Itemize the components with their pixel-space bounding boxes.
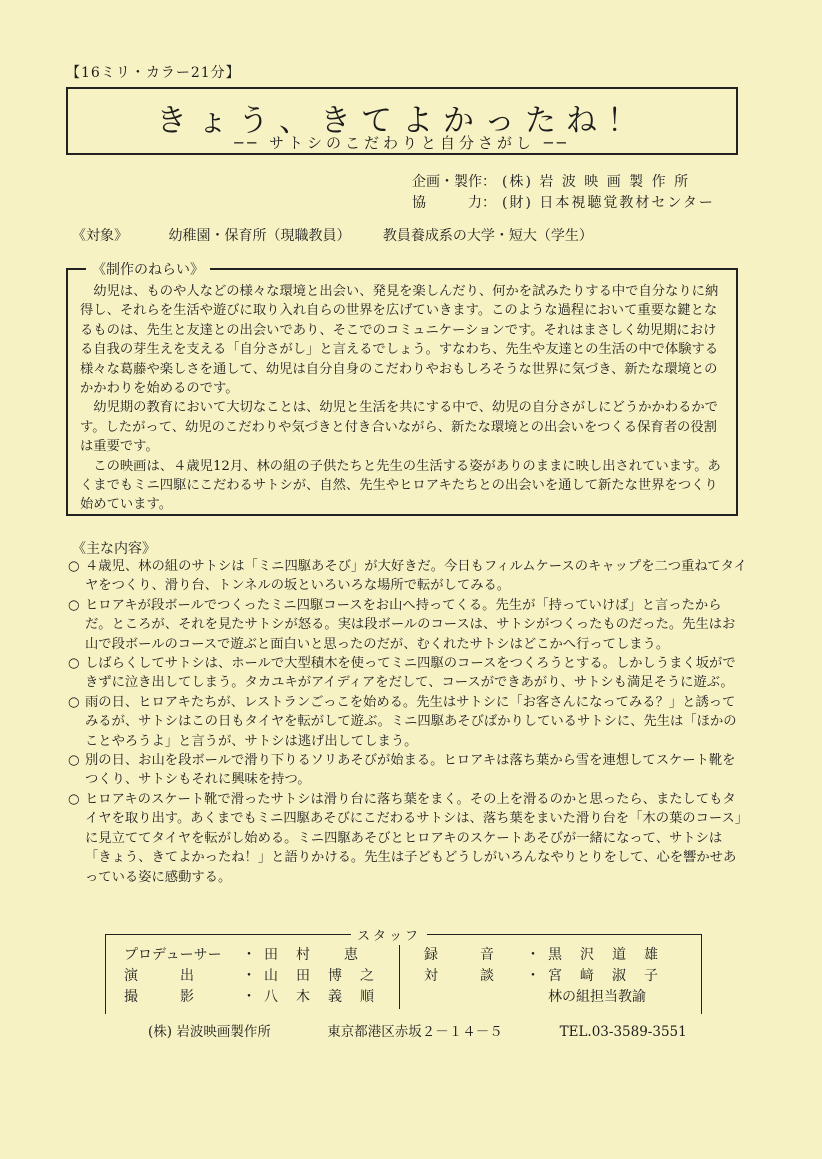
footer-address: 東京都港区赤坂２－１４－５	[327, 1024, 503, 1040]
staff-row	[424, 945, 660, 966]
aim-body	[80, 282, 724, 515]
staff-role: 演 出	[124, 968, 194, 984]
staff-separator: ・	[242, 989, 256, 1005]
list-item-text: 雨の日、ヒロアキたちが、レストランごっこを始める。先生はサトシに「お客さんになってみる？」と誘ってみるが、サトシはこの日もタイヤを転がして遊ぶ。ミニ四駆あそびばかりしているサトシに、先生は「ほかのことやろうよ」と言うが、サトシは逃げ出してしまう。	[85, 694, 737, 749]
circle-bullet-icon: ○	[68, 559, 80, 574]
staff-separator: ・	[526, 947, 540, 963]
staff-separator: ・	[242, 968, 256, 984]
list-item-text: ４歳児、林の組のサトシは「ミニ四駆あそび」が大好きだ。今日もフィルムケースのキャップを二つ重ねてタイヤをつくり、滑り台、トンネルの坂といろいろな場所で転がしてみる。	[85, 559, 747, 594]
staff-box	[105, 929, 702, 1014]
staff-label: スタッフ	[351, 925, 427, 944]
circle-bullet-icon: ○	[68, 753, 80, 769]
staff-row	[124, 987, 376, 1008]
staff-role: 撮 影	[124, 989, 194, 1005]
credit-label: 企画・製作：	[412, 174, 496, 190]
list-item-text: ヒロアキが段ボールでつくったミニ四駆コースをお山へ持ってくる。先生が「持っていけば」と言ったからだ。ところが、それを見たサトシが怒る。実は段ボールのコースは、サトシがつくったものだった。先生はお山で段ボールのコースで遊ぶと面白いと思ったのだが、むくれたサトシはどこかへ行ってしまう。	[85, 597, 736, 652]
staff-name: 黒 沢 道 雄	[548, 947, 660, 963]
staff-name: 宮 﨑 淑 子	[548, 968, 660, 984]
contents-heading: 《主な内容》	[72, 541, 156, 557]
list-item	[68, 596, 748, 654]
credit-row	[380, 172, 740, 193]
aim-paragraph: 幼児は、ものや人などの様々な環境と出会い、発見を楽しんだり、何かを試みたりする中で自分なりに納得し、それらを生活や遊びに取り入れ自らの世界を広げていきます。このような過程において重要な鍵となるものは、先生と友達との出会いであり、そこでのコミュニケーションです。それはまさしく幼児期における自我の芽生えを支える「自分さがし」と言えるでしょう。すなわち、先生や友達との生活の中で体験する様々な葛藤や楽しさを通して、幼児は自分自身のこだわりやおもしろそうな世界に気づき、新たな環境とのかかわりを始めるのです。	[80, 284, 719, 397]
footer	[148, 1020, 687, 1040]
circle-bullet-icon: ○	[68, 597, 80, 613]
list-item	[68, 557, 748, 596]
list-item-text: ヒロアキのスケート靴で滑ったサトシは滑り台に落ち葉をまく。その上を滑るのかと思ったら、またしてもタイヤを取り出す。あくまでもミニ四駆あそびにこだわるサトシは、落ち葉をまいた滑り台を「木の葉のコース」に見立ててタイヤを転がし始める。ミニ四駆あそびとヒロアキのスケートあそびが一緒になって、サトシは「きょう、きてよかったね！」と語りかける。先生は子どもどうしがいろんなやりとりをして、心を響かせあっている姿に感動する。	[85, 791, 742, 885]
staff-row	[124, 966, 376, 987]
target-item: 教員養成系の大学・短大（学生）	[382, 228, 593, 244]
staff-separator: ・	[526, 968, 540, 984]
target-label: 《対象》	[72, 228, 128, 244]
target-item: 幼稚園・保育所（現職教員）	[168, 228, 351, 244]
staff-column-right	[424, 945, 660, 1008]
title-box	[66, 87, 738, 155]
list-item	[68, 751, 748, 790]
staff-name: 八 木 義 順	[264, 989, 376, 1005]
list-item	[68, 790, 748, 887]
circle-bullet-icon: ○	[68, 791, 80, 807]
staff-name: 田 村 恵	[264, 947, 360, 963]
staff-note: 林の組担当教諭	[548, 989, 646, 1005]
staff-separator: ・	[242, 947, 256, 963]
staff-row	[424, 966, 660, 987]
circle-bullet-icon: ○	[68, 656, 80, 672]
staff-row	[124, 945, 376, 966]
target-audience	[72, 225, 593, 245]
aim-heading: 《制作のねらい》	[86, 259, 210, 279]
contents-list	[68, 557, 748, 887]
staff-spacer	[424, 987, 548, 1008]
credit-row	[380, 193, 740, 214]
credit-label: 協 力：	[412, 195, 496, 211]
film-spec: 【16ミリ・カラー21分】	[66, 65, 241, 81]
footer-company: (株) 岩波映画製作所	[148, 1024, 271, 1040]
production-credits	[380, 172, 740, 214]
staff-role: 対 談	[424, 968, 494, 984]
list-item-text: 別の日、お山を段ボールで滑り下りるソリあそびが始まる。ヒロアキは落ち葉から雪を連想してスケート靴をつくり、サトシもそれに興味を持つ。	[85, 753, 736, 788]
list-item	[68, 654, 748, 693]
credit-value: (財) 日本視聴覚教材センター	[502, 195, 715, 211]
staff-column-left	[124, 945, 376, 1008]
staff-divider	[399, 945, 400, 1009]
aim-paragraph: 幼児期の教育において大切なことは、幼児と生活を共にする中で、幼児の自分さがしにどうかかわるかです。したがって、幼児のこだわりや気づきと付き合いながら、新たな環境との出会いをつくる保育者の役割は重要です。	[80, 400, 718, 455]
staff-row	[424, 987, 660, 1008]
staff-name: 山 田 博 之	[264, 968, 376, 984]
footer-tel: TEL.03-3589-3551	[559, 1024, 687, 1040]
aim-paragraph: この映画は、４歳児12月、林の組の子供たちと先生の生活する姿がありのままに映し出されています。あくまでもミニ四駆にこだわるサトシが、自然、先生やヒロアキたちとの出会いを通して新たな世界をつくり始めています。	[80, 458, 721, 513]
list-item	[68, 693, 748, 751]
list-item-text: しばらくしてサトシは、ホールで大型積木を使ってミニ四駆のコースをつくろうとする。しかしうまく坂ができずに泣き出してしまう。タカユキがアイディアをだして、コースができあがり、サトシも満足そうに遊ぶ。	[85, 656, 736, 691]
circle-bullet-icon: ○	[68, 694, 80, 710]
staff-role: 録 音	[424, 947, 494, 963]
page-title: きょう、きてよかったね！	[156, 103, 648, 139]
staff-role: プロデューサー	[124, 947, 222, 963]
aim-section	[66, 262, 738, 516]
credit-value: (株) 岩 波 映 画 製 作 所	[502, 174, 691, 190]
page-subtitle: ── サトシのこだわりと自分さがし ──	[234, 134, 570, 152]
